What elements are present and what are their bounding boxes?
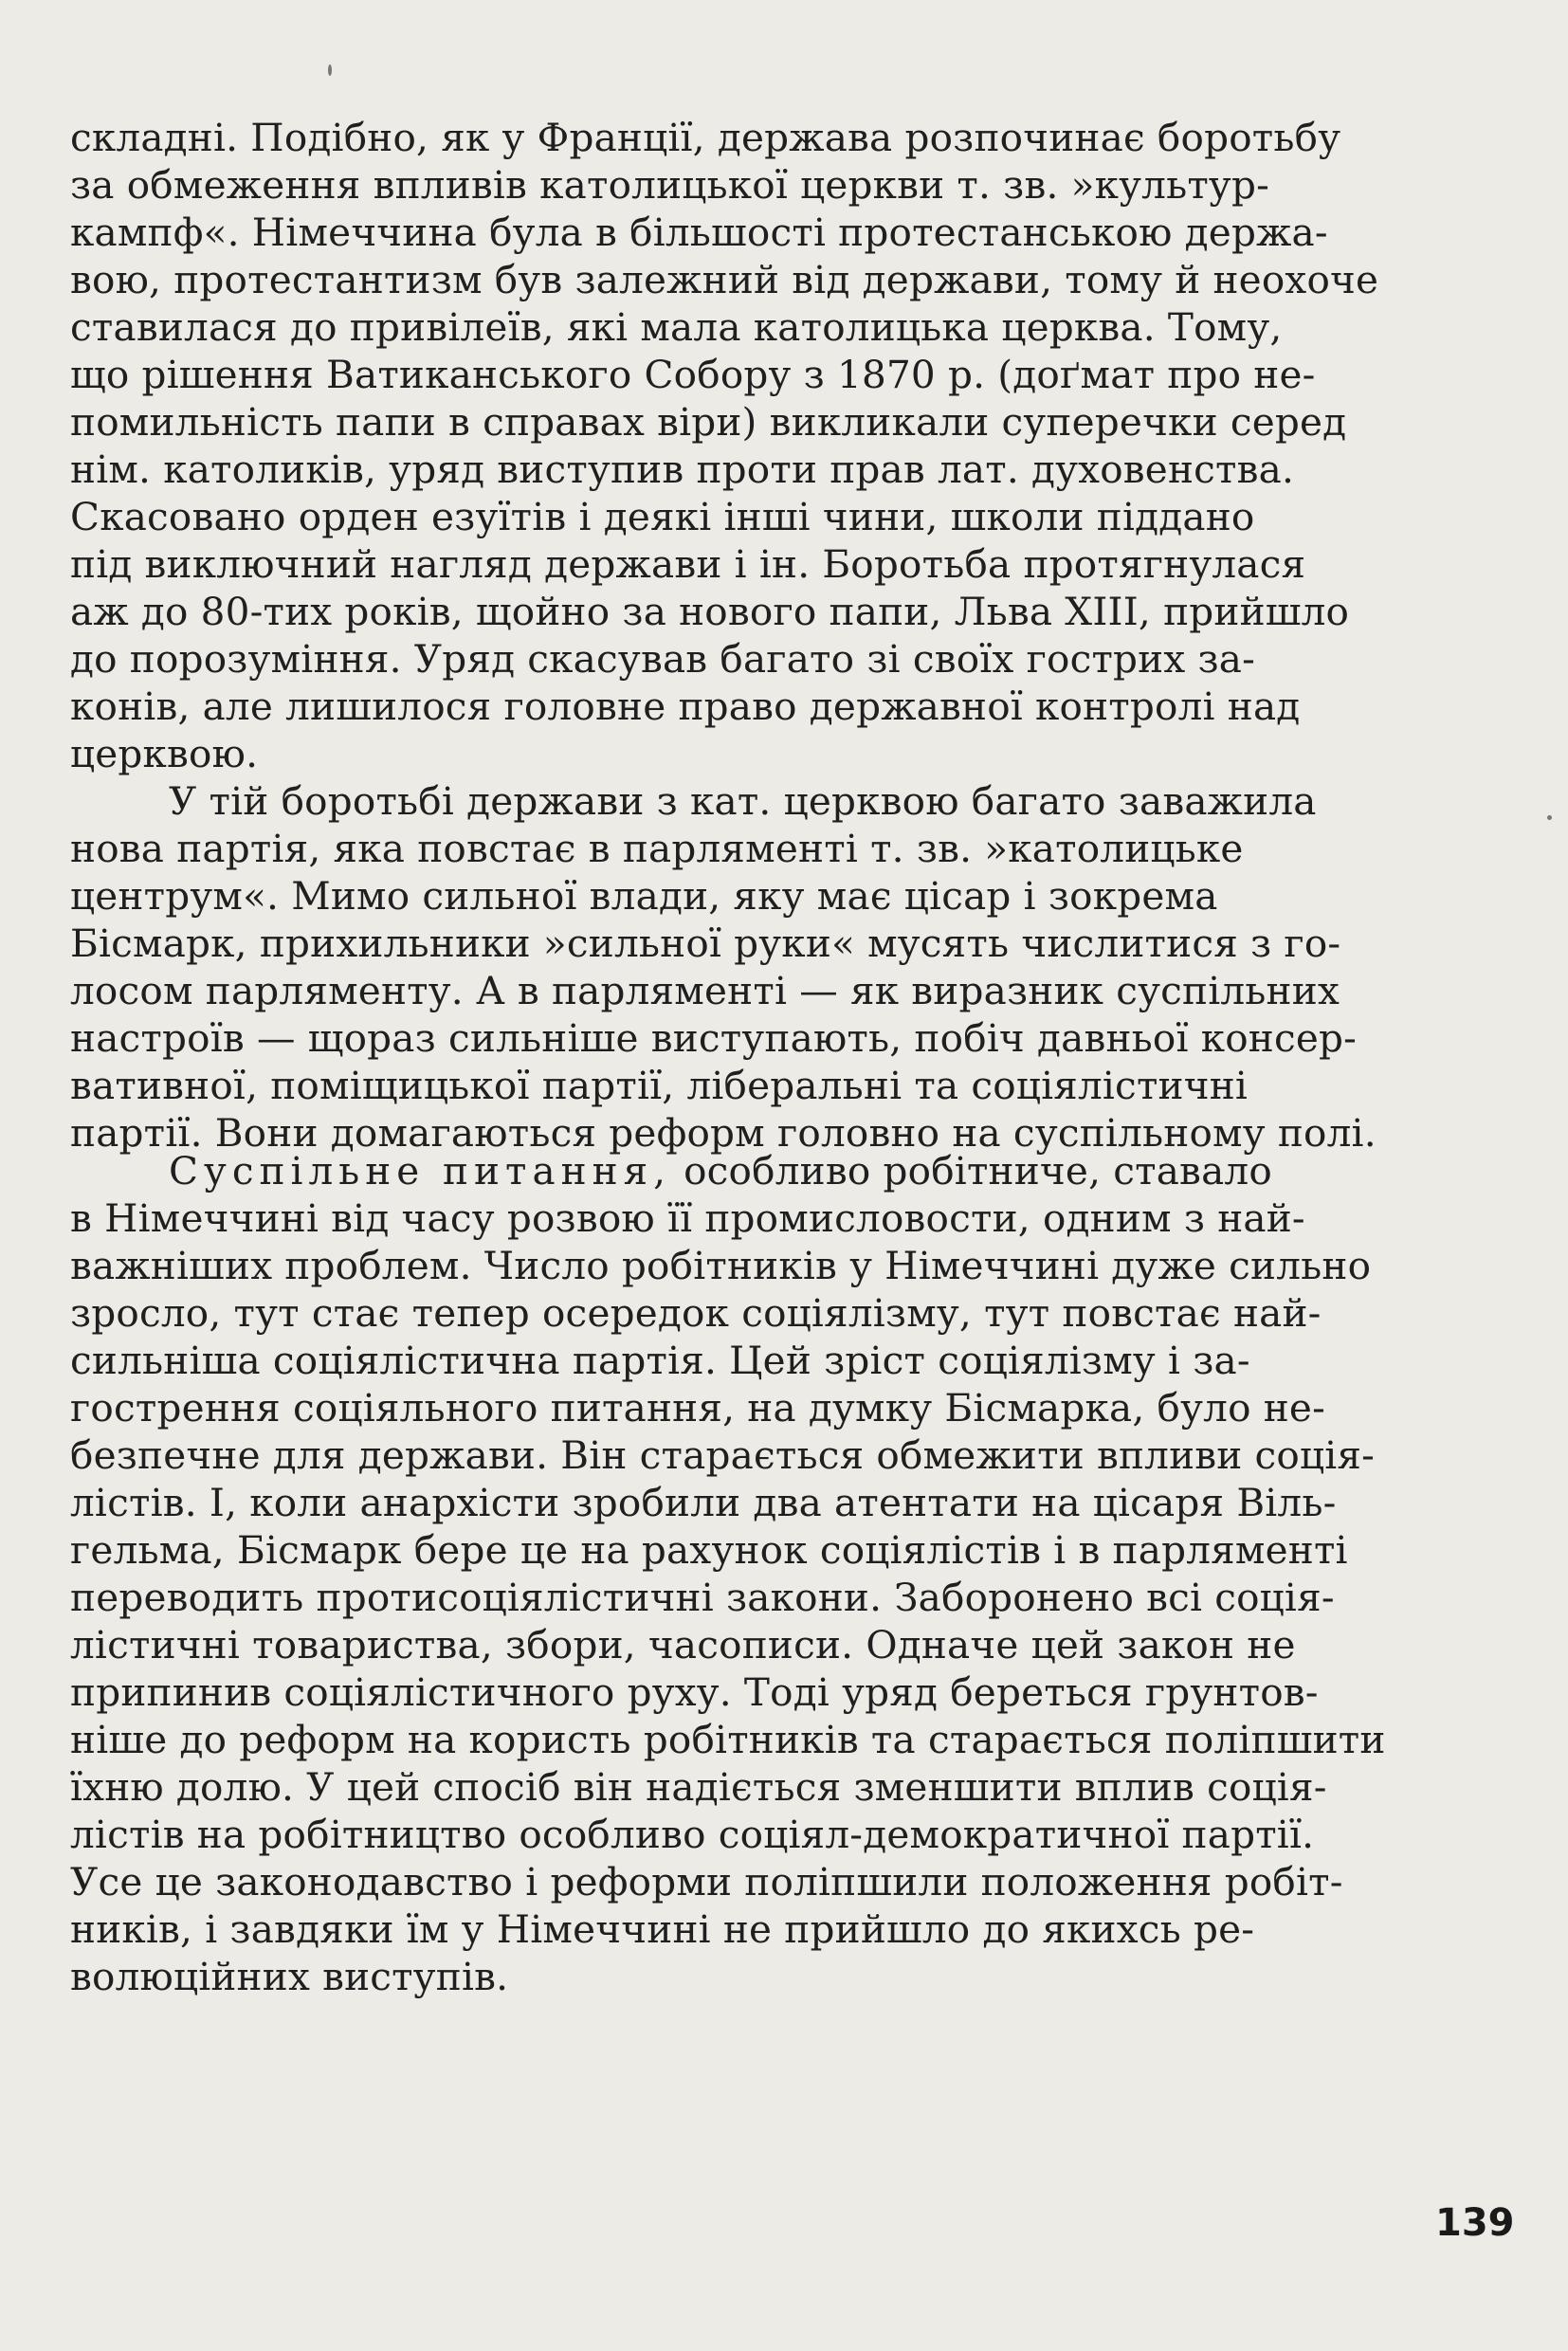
text-line: Скасовано орден езуїтів і деякі інші чини, школи піддано [70, 494, 1255, 539]
text-line: вативної, поміщицької партії, ліберальні та соціялістичні [70, 1063, 1249, 1108]
text-line: кампф«. Німеччина була в більшості протестанською держа- [70, 210, 1328, 255]
text-line: центрум«. Мимо сильної влади, яку має цісар і зокрема [70, 873, 1218, 919]
text-line: нім. католиків, уряд виступив проти прав лат. духовенства. [70, 447, 1295, 492]
text-line: гельма, Бісмарк бере це на рахунок соціялістів і в парляменті [70, 1527, 1348, 1573]
text-line: в Німеччині від часу розвою її промисловости, одним з най- [70, 1195, 1305, 1241]
text-line: під виключний нагляд держави і ін. Боротьба протягнулася [70, 541, 1306, 587]
text-line: безпечне для держави. Він старається обмежити впливи соція- [70, 1432, 1376, 1478]
text-block-upper [70, 114, 1492, 1157]
text-line: лосом парляменту. А в парляменті — як виразник суспільних [70, 968, 1340, 1013]
ink-speck [328, 64, 332, 76]
text-line: ставилася до привілеїв, які мала католицька церква. Тому, [70, 304, 1283, 350]
text-line: аж до 80-тих років, щойно за нового папи, Льва XIII, прийшло [70, 589, 1350, 634]
text-line: церквою. [70, 731, 259, 776]
text-line: ників, і завдяки їм у Німеччині не прийшло до якихсь ре- [70, 1906, 1255, 1952]
text-line-rest: особливо робітниче, ставало [671, 1148, 1272, 1194]
text-line: Бісмарк, прихильники »сильної руки« мусять числитися з го- [70, 920, 1341, 966]
text-line: лістів. І, коли анархісти зробили два атентати на цісаря Віль- [70, 1480, 1337, 1525]
text-line: до порозуміння. Уряд скасував багато зі своїх гострих за- [70, 636, 1256, 682]
text-line: партії. Вони домагаються реформ головно на суспільному полі. [70, 1110, 1377, 1156]
text-line: Усе це законодавство і реформи поліпшили положення робіт- [70, 1859, 1343, 1904]
text-line: складні. Подібно, як у Франції, держава розпочинає боротьбу [70, 115, 1341, 160]
text-line: їхню долю. У цей спосіб він надіється зменшити вплив соція- [70, 1764, 1327, 1810]
text-line: конів, але лишилося головне право державної контролі над [70, 683, 1301, 729]
text-line: настроїв — щораз сильніше виступають, побіч давньої консер- [70, 1015, 1358, 1061]
text-line: гострення соціяльного питання, на думку Бісмарка, було не- [70, 1385, 1325, 1431]
text-block-lower [70, 1147, 1492, 2000]
text-line: вою, протестантизм був залежний від держави, тому й неохоче [70, 257, 1379, 302]
page-number: 139 [1435, 2201, 1515, 2245]
text-line: сильніша соціялістична партія. Цей зріст соціялізму і за- [70, 1338, 1250, 1383]
text-line [70, 1147, 1492, 1194]
text-line: важніших проблем. Число робітників у Німеччині дуже сильно [70, 1243, 1372, 1288]
text-line: лістичні товариства, збори, часописи. Одначе цей закон не [70, 1622, 1296, 1668]
text-line: У тій боротьбі держави з кат. церквою багато заважила [169, 778, 1317, 824]
text-line: ніше до реформ на користь робітників та старається поліпшити [70, 1717, 1386, 1762]
ink-speck [1547, 815, 1552, 820]
emphasized-term: Суспільне питання, [169, 1148, 672, 1194]
text-line: лістів на робітництво особливо соціял-демократичної партії. [70, 1812, 1315, 1857]
text-line: припинив соціялістичного руху. Тоді уряд береться грунтов- [70, 1669, 1319, 1715]
text-line: за обмеження впливів католицької церкви т. зв. »культур- [70, 162, 1269, 208]
text-line: що рішення Ватиканського Собору з 1870 р. (доґмат про не- [70, 352, 1316, 397]
text-line: нова партія, яка повстає в парляменті т. зв. »католицьке [70, 826, 1244, 871]
text-line: волюційних виступів. [70, 1954, 509, 1999]
text-line: зросло, тут стає тепер осередок соціялізму, тут повстає най- [70, 1290, 1322, 1336]
text-line: переводить протисоціялістичні закони. Заборонено всі соція- [70, 1575, 1335, 1620]
text-line: помильність папи в справах віри) викликали суперечки серед [70, 399, 1347, 445]
